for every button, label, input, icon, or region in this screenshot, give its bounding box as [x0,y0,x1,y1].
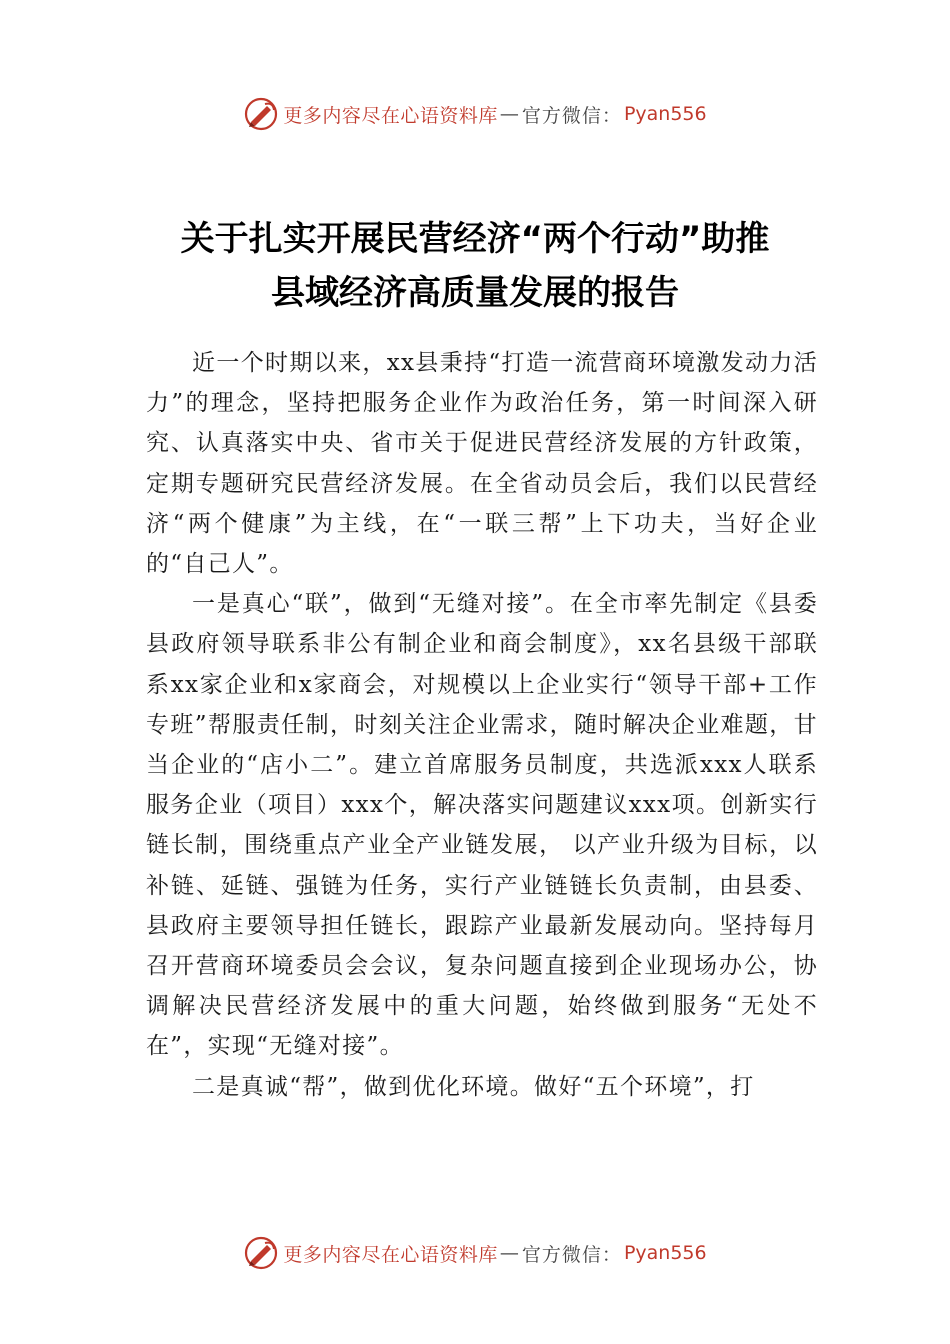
watermark-official: 官方微信： [521,1243,622,1266]
title-line-1: 关于扎实开展民营经济“两个行动”助推 [180,219,770,259]
watermark-brand: 更多内容尽在心语资料库 [283,1243,498,1266]
watermark-dash: — [499,103,520,125]
watermark-brand: 更多内容尽在心语资料库 [283,104,498,127]
paragraph-intro: 近一个时期以来，xx县秉持“打造一流营商环境激发动力活力”的理念，坚持把服务企业作为政治任务，第一时间深入研究、认真落实中央、省市关于促进民营经济发展的方针政策，定期专题研究民营经济发展。在全省动员会后，我们以民营经济“两个健康”为主线，在“一联三帮”上下功夫，当好企业的“自己人”。 [146,350,818,578]
document-title [0,212,950,320]
document-body [146,343,818,1107]
watermark-banner-top [0,94,950,134]
title-line-2: 县域经济高质量发展的报告 [271,273,679,313]
pen-logo-icon [243,96,279,132]
watermark-official: 官方微信： [521,104,622,127]
paragraph-lian: 一是真心“联”，做到“无缝对接”。在全市率先制定《县委县政府领导联系非公有制企业和商会制度》，xx名县级干部联系xx家企业和x家商会，对规模以上企业实行“领导干部+工作专班”帮服责任制，时刻关注企业需求，随时解决企业难题，甘当企业的“店小二”。建立首席服务员制度，共选派xxx人联系服务企业（项目）xxx个，解决落实问题建议xxx项。创新实行链长制，围绕重点产业全产业链发展， 以产业升级为目标，以补链、延链、强链为任务，实行产业链链长负责制，由县委、县政府主要领导担任链长，跟踪产业最新发展动向。坚持每月召开营商环境委员会会议，复杂问题直接到企业现场办公，协调解决民营经济发展中的重大问题，始终做到服务“无处不在”，实现“无缝对接”。 [146,591,818,1060]
pen-logo-icon [243,1235,279,1271]
watermark-dash: — [499,1242,520,1264]
watermark-wechat-id: Pyan556 [623,103,707,125]
watermark-wechat-id: Pyan556 [623,1242,707,1264]
watermark-banner-bottom [0,1233,950,1273]
paragraph-bang: 二是真诚“帮”，做到优化环境。做好“五个环境”，打 [192,1073,755,1100]
